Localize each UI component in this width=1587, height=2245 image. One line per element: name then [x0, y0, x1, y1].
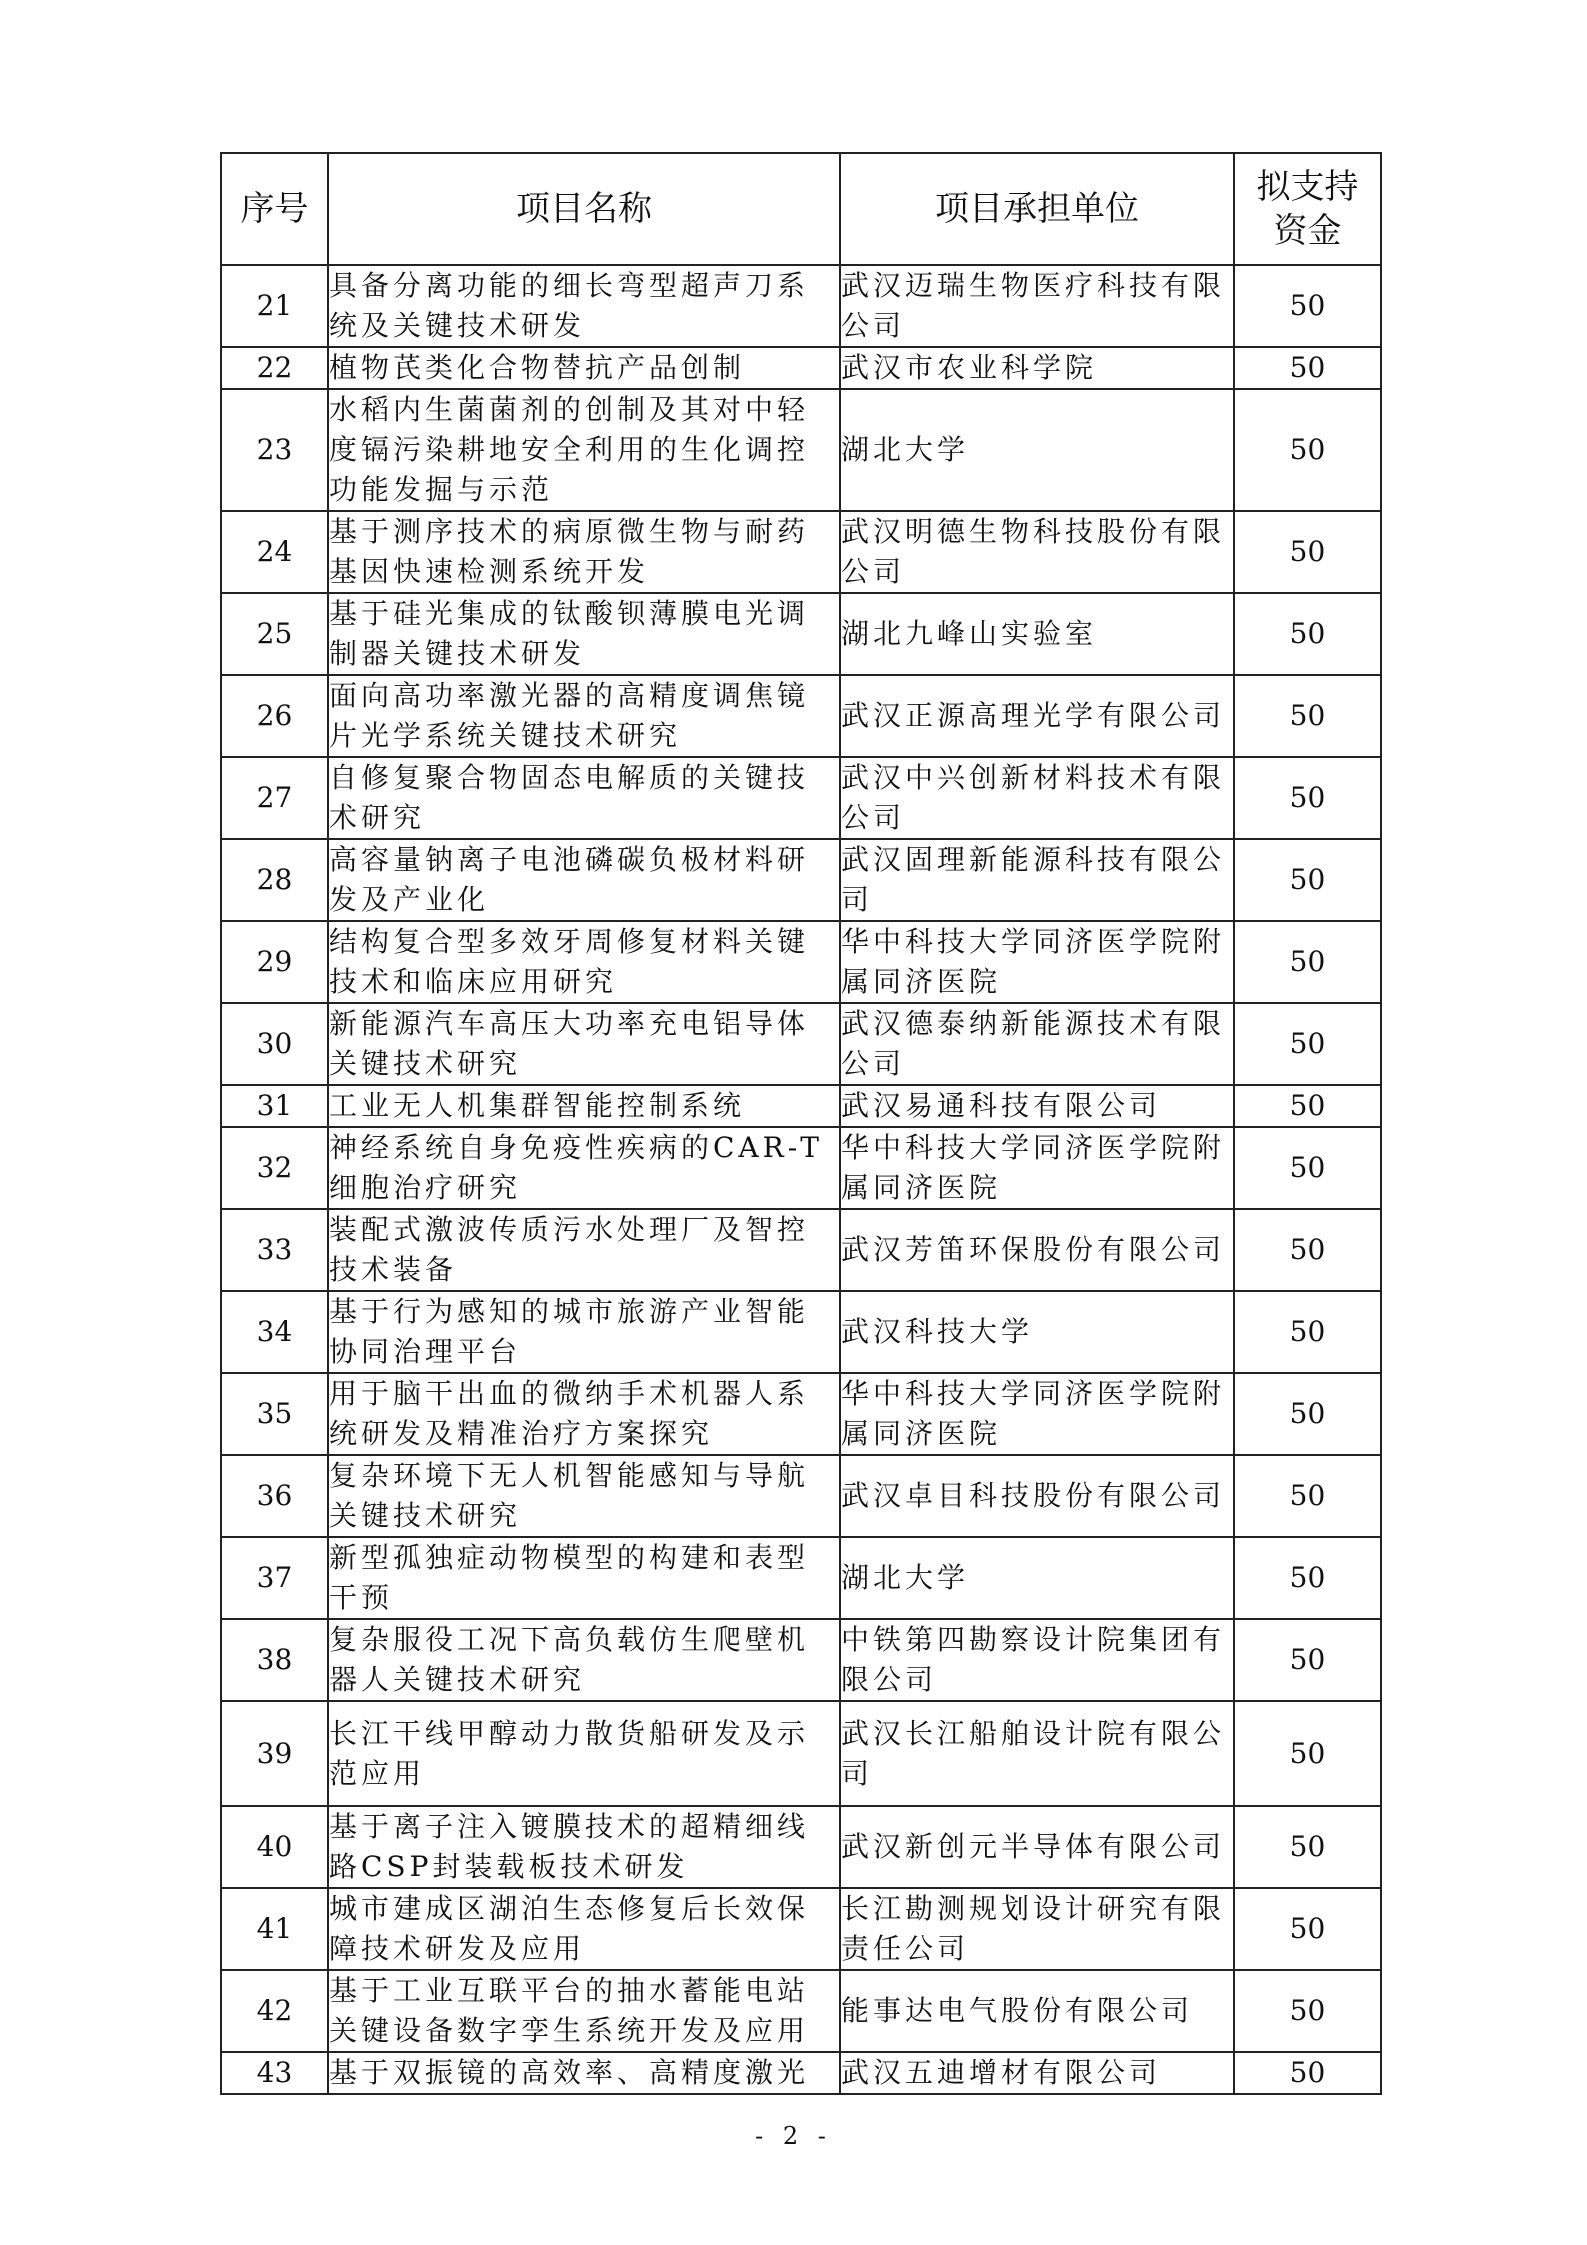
- row-project-name: 复杂服役工况下高负载仿生爬壁机器人关键技术研究: [328, 1619, 840, 1701]
- table-row: [221, 1291, 1381, 1373]
- row-funding-amount: 50: [1234, 389, 1381, 511]
- row-undertaking-unit: 武汉长江船舶设计院有限公司: [840, 1701, 1234, 1806]
- row-project-name: 基于离子注入镀膜技术的超精细线路CSP封装载板技术研发: [328, 1806, 840, 1888]
- row-funding-amount: 50: [1234, 1209, 1381, 1291]
- row-serial-no: 21: [221, 265, 328, 347]
- row-undertaking-unit: 能事达电气股份有限公司: [840, 1970, 1234, 2052]
- row-undertaking-unit: 武汉固理新能源科技有限公司: [840, 839, 1234, 921]
- row-undertaking-unit: 湖北九峰山实验室: [840, 593, 1234, 675]
- row-project-name: 复杂环境下无人机智能感知与导航关键技术研究: [328, 1455, 840, 1537]
- row-serial-no: 24: [221, 511, 328, 593]
- row-undertaking-unit: 中铁第四勘察设计院集团有限公司: [840, 1619, 1234, 1701]
- table-row: [221, 1619, 1381, 1701]
- row-undertaking-unit: 武汉新创元半导体有限公司: [840, 1806, 1234, 1888]
- row-undertaking-unit: 湖北大学: [840, 1537, 1234, 1619]
- table-row: [221, 1970, 1381, 2052]
- row-project-name: 用于脑干出血的微纳手术机器人系统研发及精准治疗方案探究: [328, 1373, 840, 1455]
- row-undertaking-unit: 武汉迈瑞生物医疗科技有限公司: [840, 265, 1234, 347]
- row-project-name: 新型孤独症动物模型的构建和表型干预: [328, 1537, 840, 1619]
- header-proposed-funding: 拟支持资金: [1234, 153, 1381, 265]
- table-row: [221, 675, 1381, 757]
- row-project-name: 长江干线甲醇动力散货船研发及示范应用: [328, 1701, 840, 1806]
- row-project-name: 神经系统自身免疫性疾病的CAR-T细胞治疗研究: [328, 1127, 840, 1209]
- row-project-name: 工业无人机集群智能控制系统: [328, 1085, 840, 1127]
- row-serial-no: 39: [221, 1701, 328, 1806]
- row-funding-amount: 50: [1234, 347, 1381, 389]
- row-serial-no: 37: [221, 1537, 328, 1619]
- row-project-name: 基于硅光集成的钛酸钡薄膜电光调制器关键技术研发: [328, 593, 840, 675]
- row-funding-amount: 50: [1234, 511, 1381, 593]
- row-serial-no: 30: [221, 1003, 328, 1085]
- header-undertaking-unit: 项目承担单位: [840, 153, 1234, 265]
- row-project-name: 具备分离功能的细长弯型超声刀系统及关键技术研发: [328, 265, 840, 347]
- row-serial-no: 43: [221, 2052, 328, 2094]
- row-serial-no: 25: [221, 593, 328, 675]
- row-project-name: 基于行为感知的城市旅游产业智能协同治理平台: [328, 1291, 840, 1373]
- row-funding-amount: 50: [1234, 1127, 1381, 1209]
- row-project-name: 城市建成区湖泊生态修复后长效保障技术研发及应用: [328, 1888, 840, 1970]
- row-funding-amount: 50: [1234, 1537, 1381, 1619]
- table-row: [221, 1209, 1381, 1291]
- row-project-name: 新能源汽车高压大功率充电铝导体关键技术研究: [328, 1003, 840, 1085]
- table-row: [221, 347, 1381, 389]
- row-project-name: 自修复聚合物固态电解质的关键技术研究: [328, 757, 840, 839]
- row-funding-amount: 50: [1234, 593, 1381, 675]
- row-undertaking-unit: 武汉中兴创新材料技术有限公司: [840, 757, 1234, 839]
- row-serial-no: 27: [221, 757, 328, 839]
- row-undertaking-unit: 华中科技大学同济医学院附属同济医院: [840, 921, 1234, 1003]
- row-funding-amount: 50: [1234, 265, 1381, 347]
- table-row: [221, 389, 1381, 511]
- row-funding-amount: 50: [1234, 1455, 1381, 1537]
- row-project-name: 结构复合型多效牙周修复材料关键技术和临床应用研究: [328, 921, 840, 1003]
- project-funding-table: [220, 152, 1382, 2095]
- row-project-name: 面向高功率激光器的高精度调焦镜片光学系统关键技术研究: [328, 675, 840, 757]
- row-serial-no: 35: [221, 1373, 328, 1455]
- row-project-name: 基于测序技术的病原微生物与耐药基因快速检测系统开发: [328, 511, 840, 593]
- row-serial-no: 32: [221, 1127, 328, 1209]
- row-funding-amount: 50: [1234, 1806, 1381, 1888]
- row-undertaking-unit: 华中科技大学同济医学院附属同济医院: [840, 1127, 1234, 1209]
- row-undertaking-unit: 武汉德泰纳新能源技术有限公司: [840, 1003, 1234, 1085]
- table-row: [221, 1127, 1381, 1209]
- header-project-name: 项目名称: [328, 153, 840, 265]
- row-funding-amount: 50: [1234, 1701, 1381, 1806]
- table-row: [221, 757, 1381, 839]
- row-undertaking-unit: 武汉芳笛环保股份有限公司: [840, 1209, 1234, 1291]
- row-undertaking-unit: 武汉卓目科技股份有限公司: [840, 1455, 1234, 1537]
- row-funding-amount: 50: [1234, 1373, 1381, 1455]
- table-row: [221, 1701, 1381, 1806]
- row-serial-no: 36: [221, 1455, 328, 1537]
- page-number: - 2 -: [755, 2122, 832, 2150]
- row-undertaking-unit: 武汉市农业科学院: [840, 347, 1234, 389]
- table-row: [221, 1455, 1381, 1537]
- header-serial-no: 序号: [221, 153, 328, 265]
- row-serial-no: 34: [221, 1291, 328, 1373]
- row-undertaking-unit: 武汉科技大学: [840, 1291, 1234, 1373]
- table-row: [221, 1373, 1381, 1455]
- table-row: [221, 1888, 1381, 1970]
- row-serial-no: 33: [221, 1209, 328, 1291]
- table-body: [221, 265, 1381, 2094]
- table-row: [221, 839, 1381, 921]
- row-funding-amount: 50: [1234, 1003, 1381, 1085]
- row-funding-amount: 50: [1234, 1619, 1381, 1701]
- row-undertaking-unit: 湖北大学: [840, 389, 1234, 511]
- table-row: [221, 1085, 1381, 1127]
- row-funding-amount: 50: [1234, 2052, 1381, 2094]
- table-row: [221, 921, 1381, 1003]
- row-serial-no: 40: [221, 1806, 328, 1888]
- row-serial-no: 31: [221, 1085, 328, 1127]
- row-project-name: 装配式激波传质污水处理厂及智控技术装备: [328, 1209, 840, 1291]
- row-serial-no: 42: [221, 1970, 328, 2052]
- row-funding-amount: 50: [1234, 839, 1381, 921]
- row-undertaking-unit: 华中科技大学同济医学院附属同济医院: [840, 1373, 1234, 1455]
- table-row: [221, 593, 1381, 675]
- row-funding-amount: 50: [1234, 757, 1381, 839]
- table-row: [221, 511, 1381, 593]
- row-project-name: 水稻内生菌菌剂的创制及其对中轻度镉污染耕地安全利用的生化调控功能发掘与示范: [328, 389, 840, 511]
- row-serial-no: 22: [221, 347, 328, 389]
- table-row: [221, 1806, 1381, 1888]
- row-serial-no: 26: [221, 675, 328, 757]
- row-funding-amount: 50: [1234, 1291, 1381, 1373]
- table-row: [221, 1003, 1381, 1085]
- row-serial-no: 29: [221, 921, 328, 1003]
- row-undertaking-unit: 长江勘测规划设计研究有限责任公司: [840, 1888, 1234, 1970]
- row-project-name: 植物芪类化合物替抗产品创制: [328, 347, 840, 389]
- row-project-name: 基于双振镜的高效率、高精度激光: [328, 2052, 840, 2094]
- row-serial-no: 41: [221, 1888, 328, 1970]
- row-serial-no: 38: [221, 1619, 328, 1701]
- row-funding-amount: 50: [1234, 675, 1381, 757]
- table-header-row: [221, 153, 1381, 265]
- row-undertaking-unit: 武汉正源高理光学有限公司: [840, 675, 1234, 757]
- row-project-name: 基于工业互联平台的抽水蓄能电站关键设备数字孪生系统开发及应用: [328, 1970, 840, 2052]
- row-undertaking-unit: 武汉易通科技有限公司: [840, 1085, 1234, 1127]
- table-row: [221, 265, 1381, 347]
- row-undertaking-unit: 武汉五迪增材有限公司: [840, 2052, 1234, 2094]
- row-funding-amount: 50: [1234, 1888, 1381, 1970]
- row-funding-amount: 50: [1234, 1085, 1381, 1127]
- table-row: [221, 2052, 1381, 2094]
- table-row: [221, 1537, 1381, 1619]
- row-serial-no: 23: [221, 389, 328, 511]
- row-serial-no: 28: [221, 839, 328, 921]
- row-undertaking-unit: 武汉明德生物科技股份有限公司: [840, 511, 1234, 593]
- row-funding-amount: 50: [1234, 1970, 1381, 2052]
- row-funding-amount: 50: [1234, 921, 1381, 1003]
- row-project-name: 高容量钠离子电池磷碳负极材料研发及产业化: [328, 839, 840, 921]
